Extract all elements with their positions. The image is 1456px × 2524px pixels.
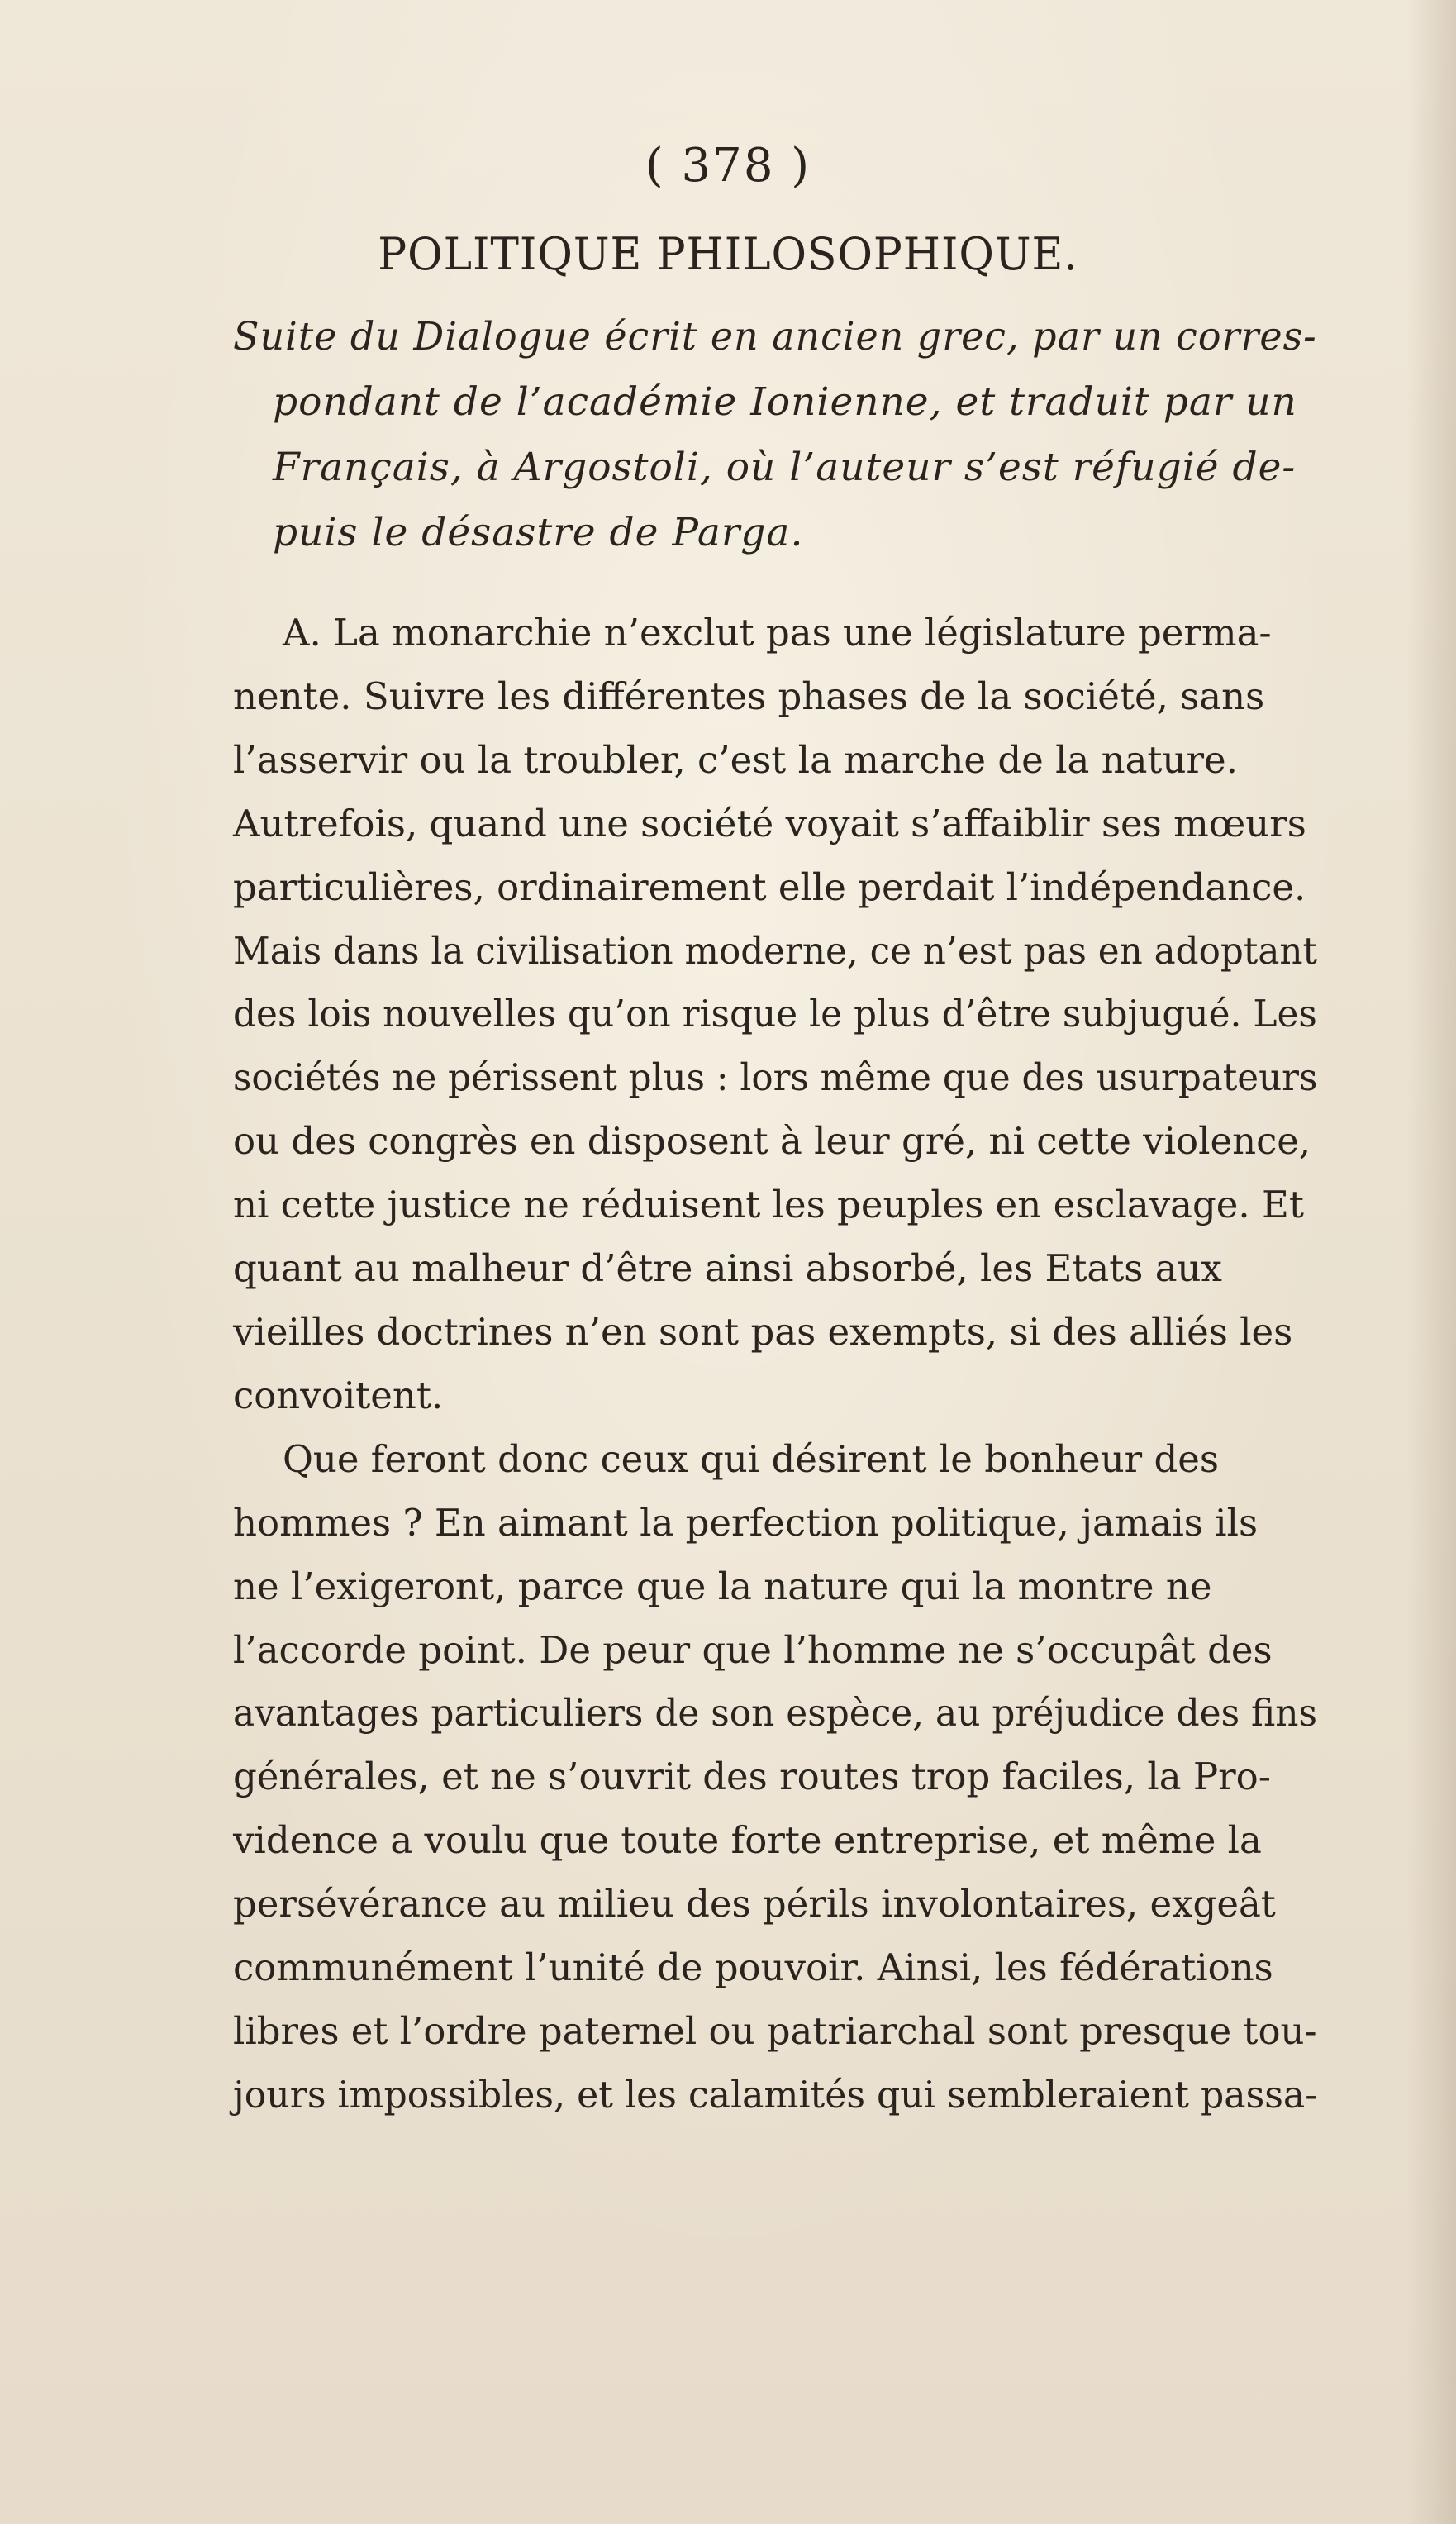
body-line: ne l’exigeront, parce que la nature qui la montre ne — [233, 1564, 1212, 1608]
body-line: des lois nouvelles qu’on risque le plus d’être subjugué. Les — [233, 992, 1317, 1036]
body-line: générales, et ne s’ouvrit des routes trop faciles, la Pro- — [233, 1755, 1271, 1799]
body-line: ni cette justice ne réduisent les peuples en esclavage. Et — [233, 1183, 1304, 1227]
body-line: l’accorde point. De peur que l’homme ne s’occupât des — [233, 1627, 1273, 1672]
body-line: vieilles doctrines n’en sont pas exempts, si des alliés les — [233, 1309, 1293, 1354]
page-edge-shadow — [1406, 0, 1456, 2524]
body-line: persévérance au milieu des périls involontaires, exgeât — [233, 1882, 1276, 1926]
body-text — [233, 602, 1317, 2127]
body-line: avantages particuliers de son espèce, au préjudice des fins — [233, 1691, 1317, 1736]
body-line: Autrefois, quand une société voyait s’affaiblir ses mœurs — [233, 801, 1306, 845]
subtitle-line: Français, à Argostoli, où l’auteur s’est réfugié de- — [273, 445, 1297, 490]
page-number: ( 378 ) — [645, 139, 811, 193]
body-line: sociétés ne périssent plus : lors même que des usurpateurs — [233, 1055, 1318, 1100]
body-line: convoitent. — [233, 1373, 444, 1417]
body-line: hommes ? En aimant la perfection politique, jamais ils — [233, 1500, 1259, 1545]
subtitle — [233, 304, 1317, 565]
section-title: POLITIQUE PHILOSOPHIQUE. — [378, 228, 1078, 280]
body-line: vidence a voulu que toute forte entreprise, et même la — [233, 1818, 1262, 1863]
body-line: Mais dans la civilisation moderne, ce n’est pas en adoptant — [233, 928, 1318, 973]
subtitle-line: pondant de l’académie Ionienne, et traduit par un — [273, 379, 1297, 425]
body-line: quant au malheur d’être ainsi absorbé, les Etats aux — [233, 1246, 1222, 1291]
body-line: A. La monarchie n’exclut pas une législature perma- — [283, 611, 1272, 655]
body-line: nente. Suivre les différentes phases de la société, sans — [233, 674, 1265, 718]
body-line: jours impossibles, et les calamités qui sembleraient passa- — [233, 2072, 1318, 2117]
body-line: particulières, ordinairement elle perdait l’indépendance. — [233, 864, 1306, 909]
body-line: communément l’unité de pouvoir. Ainsi, les fédérations — [233, 1945, 1273, 1990]
body-line: libres et l’ordre paternel ou patriarchal sont presque tou- — [233, 2008, 1317, 2053]
body-line: Que feront donc ceux qui désirent le bonheur des — [283, 1436, 1220, 1481]
body-line: l’asservir ou la troubler, c’est la marche de la nature. — [233, 737, 1238, 782]
subtitle-line: Suite du Dialogue écrit en ancien grec, par un corres- — [233, 314, 1317, 360]
body-line: ou des congrès en disposent à leur gré, ni cette violence, — [233, 1119, 1311, 1164]
subtitle-line: puis le désastre de Parga. — [273, 510, 804, 555]
